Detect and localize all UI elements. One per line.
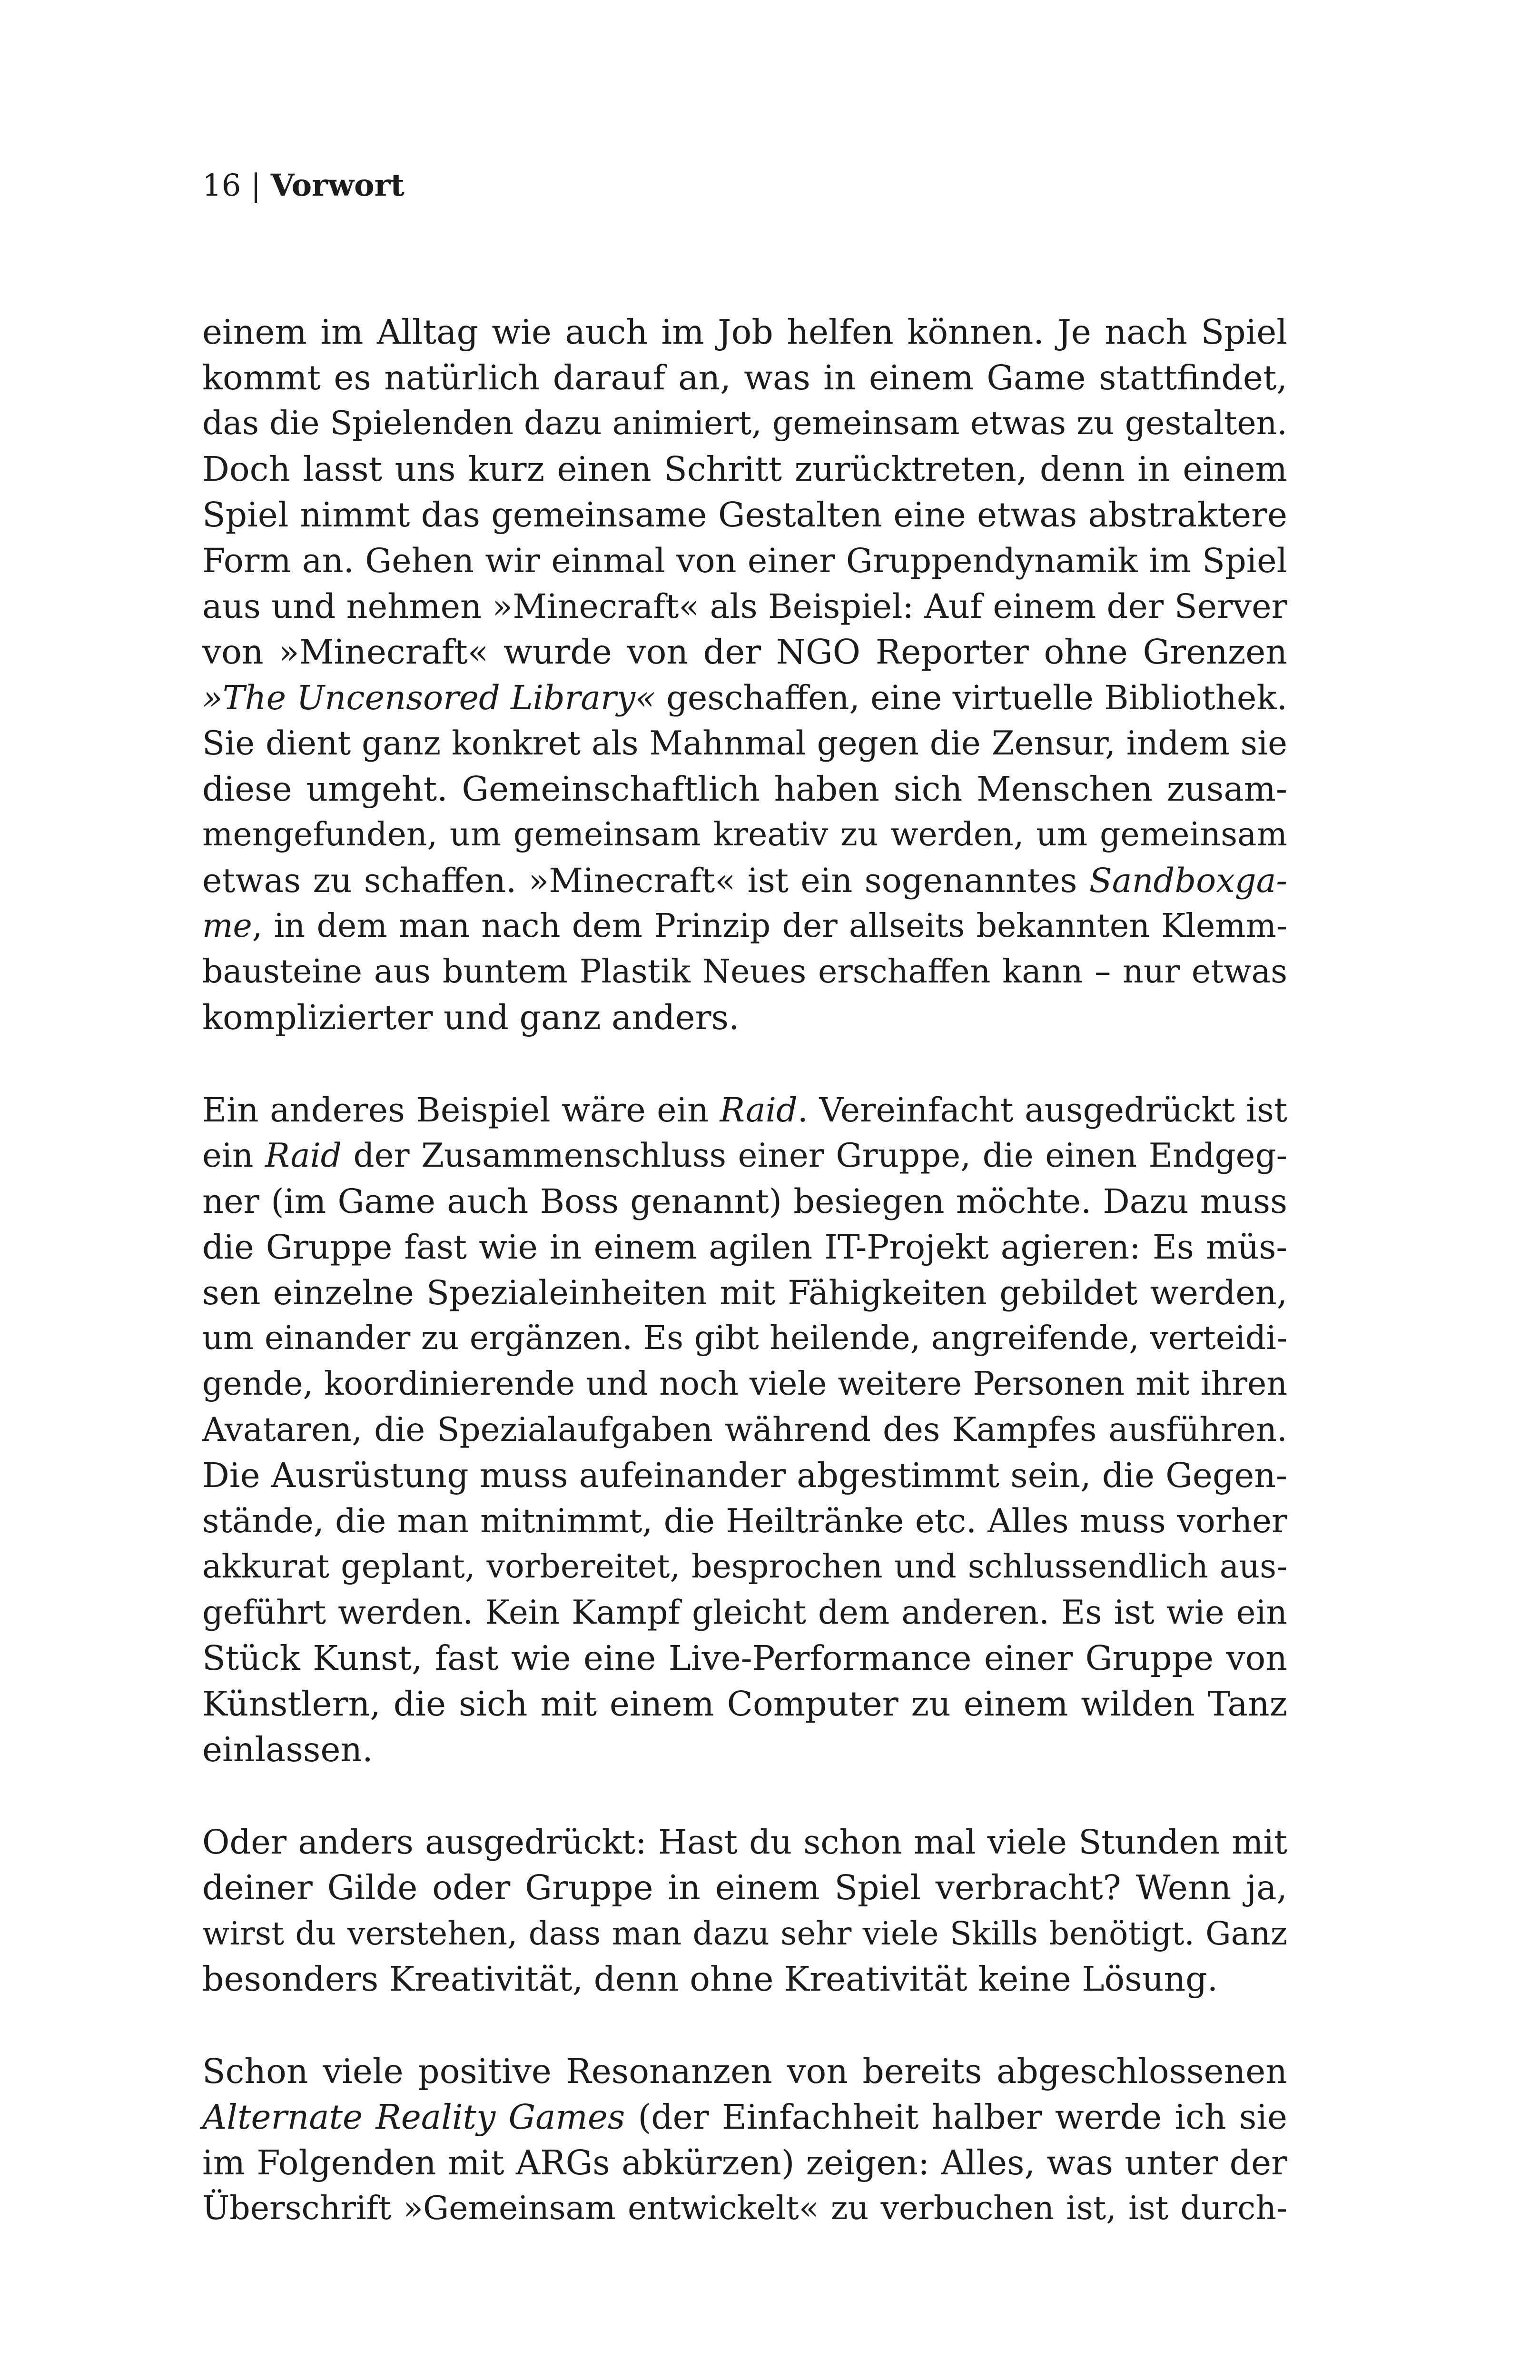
italic-text-segment: Raid: [265, 1137, 342, 1175]
text-line: [202, 1361, 1287, 1407]
text-line: [202, 1179, 1287, 1224]
text-line: [202, 2094, 1287, 2140]
text-line: [202, 1270, 1287, 1316]
text-line: [202, 675, 1287, 721]
italic-text-segment: Alternate Reality Games: [202, 2097, 625, 2137]
text-segment: ner (im Game auch Boss genannt) besiegen möchte. Dazu muss: [202, 1182, 1287, 1221]
text-segment: stände, die man mitnimmt, die Heiltränke etc. Alles muss vorher: [202, 1502, 1287, 1540]
italic-text-segment: Sandboxga-: [1089, 861, 1287, 900]
paragraph: [202, 1087, 1287, 1773]
text-line: [202, 949, 1287, 995]
text-line: [202, 1544, 1287, 1590]
text-segment: mengefunden, um gemeinsam kreativ zu werden, um gemeinsam: [202, 816, 1287, 853]
text-segment: sen einzelne Spezialeinheiten mit Fähigkeiten gebildet werden,: [202, 1273, 1287, 1312]
text-line: [202, 1087, 1287, 1133]
text-segment: Die Ausrüstung muss aufeinander abgestimmt sein, die Gegen-: [202, 1456, 1287, 1495]
text-segment: gende, koordinierende und noch viele weitere Personen mit ihren: [202, 1365, 1287, 1403]
italic-text-segment: »The Uncensored Library«: [202, 678, 656, 717]
text-segment: Form an. Gehen wir einmal von einer Gruppendynamik im Spiel: [202, 541, 1287, 580]
text-line: [202, 812, 1287, 858]
paragraph: [202, 309, 1287, 1041]
text-segment: wirst du verstehen, dass man dazu sehr viele Skills benötigt. Ganz: [202, 1915, 1287, 1952]
text-segment: Überschrift »Gemeinsam entwickelt« zu verbuchen ist, ist durch-: [202, 2190, 1287, 2227]
text-line: [202, 858, 1287, 903]
paragraph: [202, 2049, 1287, 2231]
text-segment: diese umgeht. Gemeinschaftlich haben sich Menschen zusam-: [202, 769, 1287, 809]
text-segment: Schon viele positive Resonanzen von bereits abgeschlossenen: [202, 2052, 1287, 2091]
text-line: [202, 1453, 1287, 1498]
text-line: [202, 1636, 1287, 1681]
text-segment: der Zusammenschluss einer Gruppe, die einen Endgeg-: [341, 1137, 1288, 1175]
text-segment: im Folgenden mit ARGs abkürzen) zeigen: Alles, was unter der: [202, 2143, 1287, 2182]
text-segment: (der Einfachheit halber werde ich sie: [625, 2097, 1287, 2137]
text-line: [202, 1224, 1287, 1270]
text-line: [202, 1911, 1287, 1956]
italic-text-segment: me: [202, 907, 252, 945]
text-segment: das die Spielenden dazu animiert, gemeinsam etwas zu gestalten.: [202, 405, 1287, 442]
text-segment: Sie dient ganz konkret als Mahnmal gegen die Zensur, indem sie: [202, 724, 1287, 763]
text-segment: besonders Kreativität, denn ohne Kreativität keine Lösung.: [202, 1959, 1218, 1999]
text-segment: ein: [202, 1137, 265, 1175]
text-line: [202, 1590, 1287, 1636]
text-line: [202, 492, 1287, 538]
text-segment: Oder anders ausgedrückt: Hast du schon mal viele Stunden mit: [202, 1823, 1287, 1862]
text-segment: Spiel nimmt das gemeinsame Gestalten eine etwas abstraktere: [202, 495, 1287, 535]
text-line: [202, 995, 1287, 1041]
text-segment: . Vereinfacht ausgedrückt ist: [797, 1091, 1288, 1130]
text-segment: Stück Kunst, fast wie eine Live-Performance einer Gruppe von: [202, 1638, 1287, 1678]
text-segment: kommt es natürlich darauf an, was in einem Game stattfindet,: [202, 358, 1287, 397]
text-segment: Doch lasst uns kurz einen Schritt zurücktreten, denn in einem: [202, 449, 1287, 489]
text-segment: einlassen.: [202, 1730, 373, 1769]
text-line: [202, 2140, 1287, 2186]
body-text: [202, 309, 1287, 2278]
text-line: [202, 584, 1287, 629]
text-segment: bausteine aus buntem Plastik Neues erschaffen kann – nur etwas: [202, 953, 1287, 991]
text-line: [202, 629, 1287, 675]
text-line: [202, 1727, 1287, 1773]
text-line: [202, 1498, 1287, 1544]
text-segment: akkurat geplant, vorbereitet, besprochen und schlussendlich aus-: [202, 1548, 1287, 1586]
text-line: [202, 766, 1287, 812]
text-line: [202, 1681, 1287, 1727]
text-segment: Avataren, die Spezialaufgaben während des Kampfes ausführen.: [202, 1411, 1287, 1449]
text-line: [202, 446, 1287, 492]
text-line: [202, 721, 1287, 766]
italic-text-segment: Raid: [720, 1091, 798, 1130]
text-segment: , in dem man nach dem Prinzip der allseits bekannten Klemm-: [252, 907, 1287, 945]
header-separator: |: [241, 168, 271, 203]
text-segment: komplizierter und ganz anders.: [202, 998, 740, 1037]
paragraph: [202, 1819, 1287, 2002]
text-line: [202, 2186, 1287, 2231]
text-segment: deiner Gilde oder Gruppe in einem Spiel verbracht? Wenn ja,: [202, 1868, 1287, 1907]
text-line: [202, 538, 1287, 584]
text-line: [202, 1956, 1287, 2002]
text-segment: die Gruppe fast wie in einem agilen IT-Projekt agieren: Es müs-: [202, 1228, 1287, 1267]
text-segment: geschaffen, eine virtuelle Bibliothek.: [655, 678, 1287, 717]
text-segment: Künstlern, die sich mit einem Computer zu einem wilden Tanz: [202, 1684, 1287, 1724]
text-segment: aus und nehmen »Minecraft« als Beispiel: Auf einem der Server: [202, 587, 1287, 626]
text-line: [202, 1316, 1287, 1361]
text-line: [202, 1819, 1287, 1865]
chapter-title: Vorwort: [270, 168, 405, 203]
text-line: [202, 903, 1287, 949]
text-line: [202, 355, 1287, 401]
text-line: [202, 1133, 1287, 1179]
text-segment: um einander zu ergänzen. Es gibt heilende, angreifende, verteidi-: [202, 1319, 1287, 1357]
text-segment: etwas zu schaffen. »Minecraft« ist ein sogenanntes: [202, 861, 1089, 900]
running-head: [202, 164, 405, 207]
text-line: [202, 1865, 1287, 1911]
text-line: [202, 401, 1287, 446]
page-number: 16: [202, 168, 241, 203]
text-segment: geführt werden. Kein Kampf gleicht dem anderen. Es ist wie ein: [202, 1594, 1287, 1632]
text-segment: Ein anderes Beispiel wäre ein: [202, 1091, 720, 1130]
text-segment: einem im Alltag wie auch im Job helfen können. Je nach Spiel: [202, 312, 1287, 352]
text-line: [202, 1407, 1287, 1453]
text-line: [202, 309, 1287, 355]
text-segment: von »Minecraft« wurde von der NGO Reporter ohne Grenzen: [202, 632, 1287, 672]
text-line: [202, 2049, 1287, 2094]
